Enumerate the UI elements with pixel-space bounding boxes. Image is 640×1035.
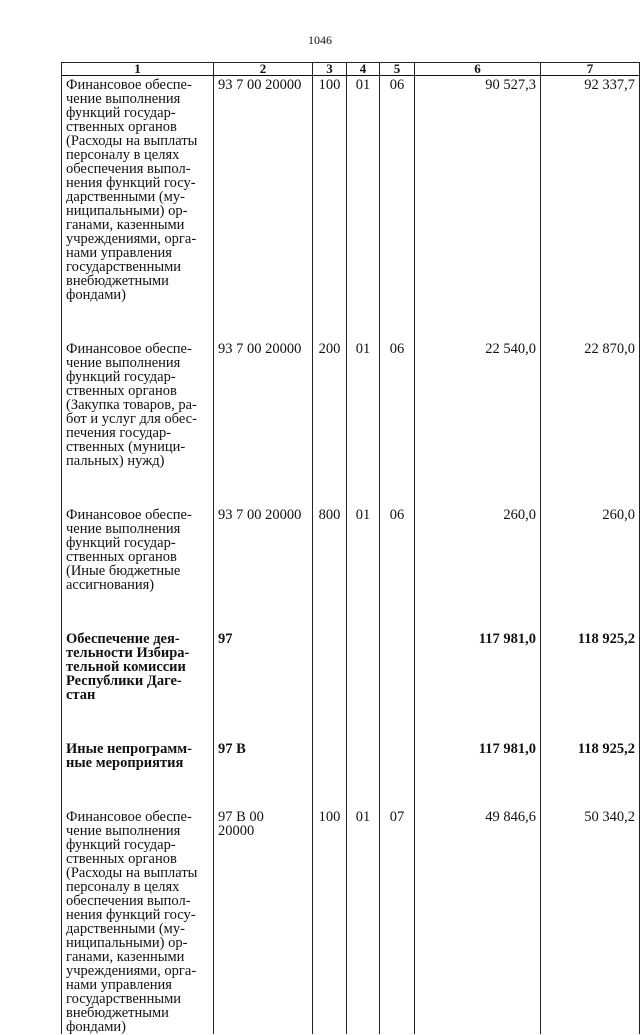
item-name-line: бот и услуг для обес- [66,411,197,427]
spacer-cell [313,770,347,808]
item-name-line: Финансовое обеспе- [66,809,192,825]
item-name-line: пальных) нужд) [66,453,165,469]
item-name-line: функций государ- [66,369,176,385]
spacer-cell [380,770,415,808]
item-code-line: 93 7 00 20000 [218,507,302,523]
section-code: 01 [347,76,380,303]
item-name [62,506,214,592]
item-code [214,630,313,702]
item-name [62,630,214,702]
item-code-line: 97 [218,631,233,647]
item-name-line: фондами) [66,287,126,303]
item-name-line: Финансовое обеспе- [66,507,192,523]
item-name-line: дарственными (му- [66,921,185,937]
item-code [214,808,313,1034]
item-name-line: тельной комиссии [66,659,186,675]
item-name-line: персоналу в целях [66,879,180,895]
item-name [62,340,214,468]
table-row [62,808,640,1034]
spacer-cell [214,770,313,808]
spacer-cell [415,702,541,740]
item-name-line: (Расходы на выплаты [66,133,198,149]
item-name-line: функций государ- [66,837,176,853]
spacer-cell [347,592,380,630]
item-name-line: Обеспечение дея- [66,631,180,647]
item-code-line: 20000 [218,823,255,839]
spacer-cell [347,770,380,808]
section-code [347,740,380,770]
item-code-line: 97 В 00 [218,809,264,825]
table-row [62,76,640,303]
item-name [62,76,214,303]
spacer-cell [415,592,541,630]
amount-year-1: 117 981,0 [415,630,541,702]
spacer-cell [313,302,347,340]
spacer-cell [214,302,313,340]
subsection-code: 06 [380,340,415,468]
section-code: 01 [347,808,380,1034]
item-name-line: нами управления [66,977,172,993]
item-name [62,808,214,1034]
amount-year-2: 118 925,2 [541,630,640,702]
spacer-cell [541,302,640,340]
row-spacer [62,770,640,808]
item-name-line: обеспечения выпол- [66,161,191,177]
item-name-line: (Иные бюджетные [66,563,181,579]
column-header-5: 5 [380,63,415,76]
spacer-cell [541,468,640,506]
amount-year-1: 90 527,3 [415,76,541,303]
spacer-cell [415,770,541,808]
item-name-line: ниципальными) ор- [66,203,188,219]
amount-year-2: 50 340,2 [541,808,640,1034]
item-name-line: чение выполнения [66,521,181,537]
spacer-cell [214,468,313,506]
item-name-line: чение выполнения [66,823,181,839]
item-name-line: фондами) [66,1019,126,1035]
item-name-line: обеспечения выпол- [66,893,191,909]
item-name-line: ганами, казенными [66,217,185,233]
item-name-line: государственными [66,259,182,275]
amount-year-1: 260,0 [415,506,541,592]
spacer-cell [541,770,640,808]
spacer-cell [62,592,214,630]
amount-year-2: 260,0 [541,506,640,592]
spacer-cell [380,468,415,506]
expense-type: 100 [313,76,347,303]
item-name-line: ственных (муници- [66,439,186,455]
budget-table [61,62,640,1034]
item-code [214,76,313,303]
item-name-line: нения функций госу- [66,907,196,923]
row-spacer [62,592,640,630]
row-spacer [62,302,640,340]
item-code [214,506,313,592]
expense-type: 800 [313,506,347,592]
item-name-line: печения государ- [66,425,172,441]
spacer-cell [380,702,415,740]
item-name-line: государственными [66,991,182,1007]
item-name-line: внебюджетными [66,1005,169,1021]
table-row [62,630,640,702]
spacer-cell [62,770,214,808]
column-header-1: 1 [62,63,214,76]
spacer-cell [380,302,415,340]
amount-year-2: 22 870,0 [541,340,640,468]
column-header-2: 2 [214,63,313,76]
item-name [62,740,214,770]
expense-type: 200 [313,340,347,468]
spacer-cell [347,302,380,340]
item-name-line: (Закупка товаров, ра- [66,397,197,413]
spacer-cell [347,468,380,506]
item-code-line: 93 7 00 20000 [218,77,302,93]
subsection-code: 06 [380,76,415,303]
spacer-cell [347,702,380,740]
item-name-line: ассигнования) [66,577,155,593]
item-name-line: тельности Избира- [66,645,190,661]
column-header-7: 7 [541,63,640,76]
subsection-code: 07 [380,808,415,1034]
item-name-line: Республики Даге- [66,673,182,689]
header-row [62,63,640,76]
page-number: 1046 [308,33,332,47]
item-name-line: (Расходы на выплаты [66,865,198,881]
section-code [347,630,380,702]
spacer-cell [62,302,214,340]
item-name-line: ственных органов [66,383,177,399]
item-name-line: функций государ- [66,105,176,121]
item-name-line: ственных органов [66,119,177,135]
item-name-line: нения функций госу- [66,175,196,191]
item-name-line: чение выполнения [66,91,181,107]
item-code [214,340,313,468]
item-name-line: стан [66,687,96,703]
item-name-line: учреждениями, орга- [66,963,197,979]
column-header-4: 4 [347,63,380,76]
item-code-line: 93 7 00 20000 [218,341,302,357]
spacer-cell [313,702,347,740]
expense-type [313,630,347,702]
spacer-cell [214,592,313,630]
spacer-cell [313,468,347,506]
item-name-line: Иные непрограмм- [66,741,192,757]
row-spacer [62,468,640,506]
item-name-line: дарственными (му- [66,189,185,205]
item-code [214,740,313,770]
item-name-line: нами управления [66,245,172,261]
spacer-cell [62,468,214,506]
column-header-6: 6 [415,63,541,76]
table-body [62,76,640,1035]
section-code: 01 [347,340,380,468]
item-name-line: ственных органов [66,549,177,565]
amount-year-2: 92 337,7 [541,76,640,303]
item-name-line: ганами, казенными [66,949,185,965]
item-name-line: Финансовое обеспе- [66,77,192,93]
item-name-line: ственных органов [66,851,177,867]
item-name-line: Финансовое обеспе- [66,341,192,357]
spacer-cell [541,592,640,630]
amount-year-1: 117 981,0 [415,740,541,770]
column-header-3: 3 [313,63,347,76]
item-name-line: учреждениями, орга- [66,231,197,247]
item-name-line: ные мероприятия [66,755,184,771]
item-name-line: ниципальными) ор- [66,935,188,951]
spacer-cell [541,702,640,740]
row-spacer [62,702,640,740]
expense-type: 100 [313,808,347,1034]
table-row [62,506,640,592]
section-code: 01 [347,506,380,592]
item-name-line: чение выполнения [66,355,181,371]
item-code-line: 97 В [218,741,246,757]
expense-type [313,740,347,770]
table-row [62,740,640,770]
spacer-cell [415,302,541,340]
subsection-code [380,630,415,702]
subsection-code: 06 [380,506,415,592]
amount-year-1: 22 540,0 [415,340,541,468]
subsection-code [380,740,415,770]
item-name-line: внебюджетными [66,273,169,289]
amount-year-2: 118 925,2 [541,740,640,770]
spacer-cell [415,468,541,506]
spacer-cell [62,702,214,740]
spacer-cell [380,592,415,630]
table-row [62,340,640,468]
spacer-cell [313,592,347,630]
item-name-line: персоналу в целях [66,147,180,163]
spacer-cell [214,702,313,740]
amount-year-1: 49 846,6 [415,808,541,1034]
item-name-line: функций государ- [66,535,176,551]
